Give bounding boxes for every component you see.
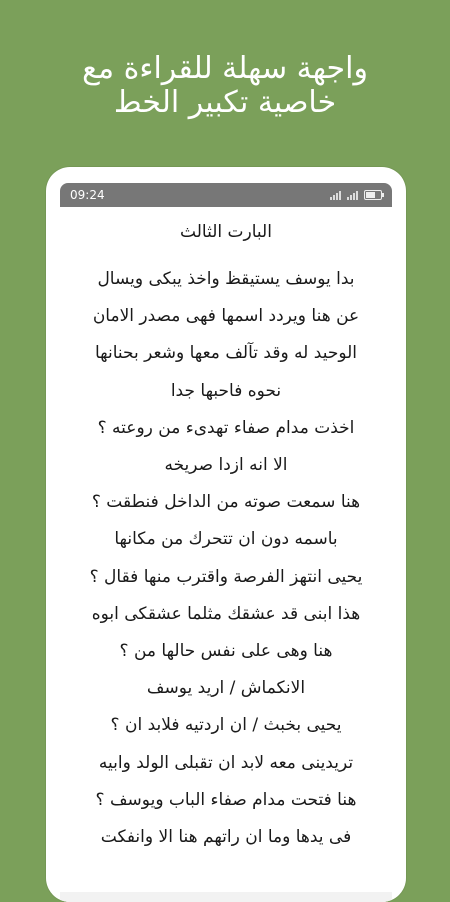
story-line: هنا فتحت مدام صفاء الباب ويوسف ؟: [95, 789, 357, 810]
status-bar: [60, 183, 392, 207]
story-line: عن هنا ويردد اسمها فهى مصدر الامان: [92, 306, 360, 327]
story-line: اخذت مدام صفاء تهدىء من روعته ؟: [97, 417, 355, 438]
status-time: 09:24: [70, 188, 105, 202]
promo-headline-line2: خاصية تكبير الخط: [113, 85, 337, 120]
story-line: بدا يوسف يستيقظ واخذ يبكى ويسال: [97, 269, 355, 289]
story-line: يحيى انتهز الفرصة واقترب منها فقال ؟: [89, 566, 363, 587]
reader-content[interactable]: [60, 207, 392, 902]
status-icons: [330, 190, 382, 200]
story-line: تريدينى معه لابد ان تقبلى الولد وابيه: [98, 752, 354, 773]
signal-icon: [330, 190, 341, 200]
battery-icon: [364, 190, 382, 200]
story-line: يحيى بخبث / ان اردتيه فلابد ان ؟: [110, 715, 342, 736]
wifi-signal-icon: [347, 190, 358, 200]
story-line: هنا سمعت صوته من الداخل فنطقت ؟: [91, 492, 361, 513]
story-text: [60, 261, 392, 856]
story-line: هذا ابنى قد عشقك مثلما عشقكى ابوه: [91, 603, 361, 624]
promo-headline: [0, 52, 450, 120]
story-line: نحوه فاحبها جدا: [170, 380, 282, 401]
phone-frame: [46, 167, 406, 902]
story-line: الا انه ازدا صريخه: [164, 455, 288, 476]
story-line: هنا وهى على نفس حالها من ؟: [119, 641, 333, 662]
promo-headline-line1: واجهة سهلة للقراءة مع: [82, 51, 368, 86]
story-line: باسمه دون ان تتحرك من مكانها: [114, 529, 338, 550]
bottom-edge: [60, 892, 392, 902]
story-line: الانكماش / اريد يوسف: [146, 678, 306, 699]
story-line: الوحيد له وقد تآلف معها وشعر بحنانها: [94, 343, 358, 364]
story-line: فى يدها وما ان راتهم هنا الا وانفكت: [100, 827, 352, 848]
chapter-title: البارت الثالث: [180, 222, 272, 242]
